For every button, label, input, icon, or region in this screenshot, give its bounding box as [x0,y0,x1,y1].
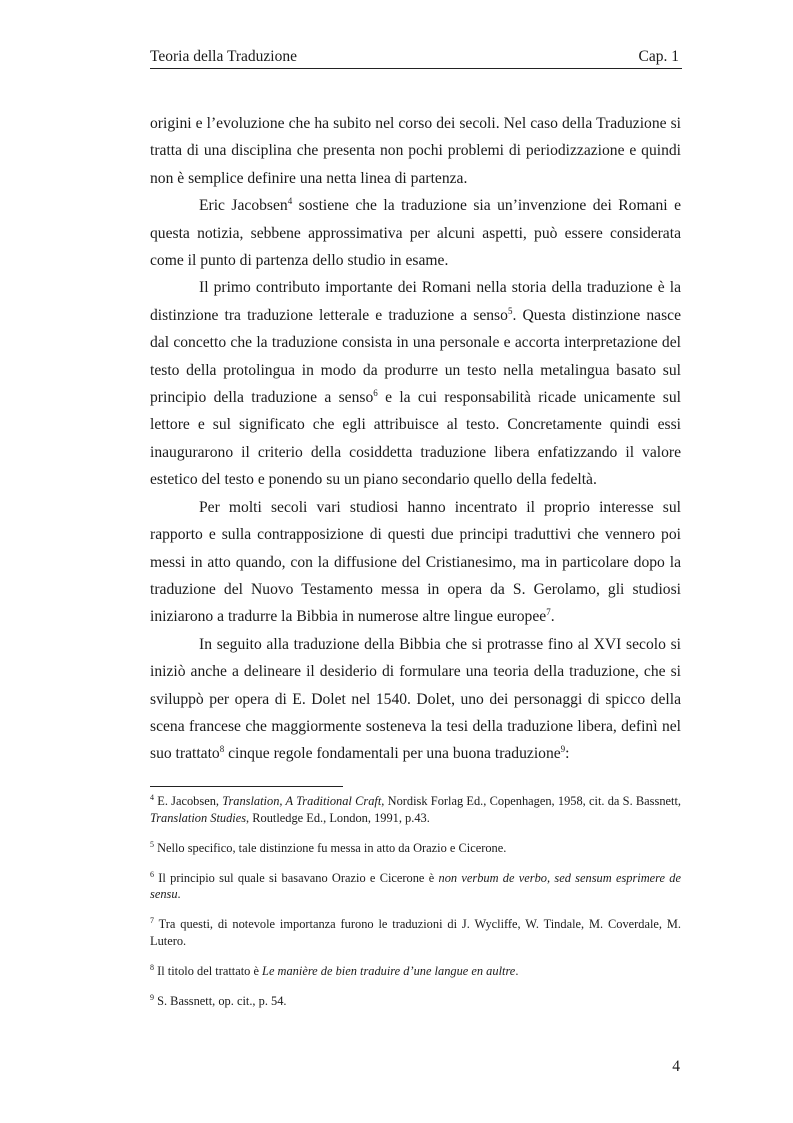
footnote-4-text-b: , Nordisk Forlag Ed., Copenhagen, 1958, cit. da S. Bassnett, [381,794,682,808]
paragraph-3-text-c: e la cui responsabilità ricade unicamente sul lettore e sul significato che egli attribuisce al testo. Concretamente quindi essi inaugurarono il criterio della cosiddetta traduzione libera enfatizzando il valore estetico del testo e ponendo su un piano secondario quello della fedeltà. [150,389,681,489]
header-title: Teoria della Traduzione [150,48,297,65]
paragraph-2 [150,192,681,274]
footnote-4-text-c: , Routledge Ed., London, 1991, p.43. [246,810,430,825]
running-header [150,48,682,69]
paragraph-3-text-b: . Questa distinzione nasce dal concetto che la traduzione consista in una personale e accorta interpretazione del testo della protolingua in modo da produrre un testo nella metalingua basato sul principio della traduzione a senso [150,306,682,407]
paragraph-4-text-b: . [550,608,555,626]
footnote-9-text: S. Bassnett, op. cit., p. 54. [154,994,287,1009]
paragraph-4 [150,494,681,631]
footnote-9 [150,993,681,1010]
paragraph-1-text: origini e l’evoluzione che ha subito nel corso dei secoli. Nel caso della Traduzione si tratta di una disciplina che presenta non pochi problemi di periodizzazione e quindi non è semplice definire una netta linea di partenza. [150,115,681,187]
footnote-7-text: Tra questi, di notevole importanza furono le traduzioni di J. Wycliffe, W. Tindale, M. Coverdale, M. Lutero. [150,917,681,949]
footnote-6-latin-quote: non verbum de verbo, sed sensum esprimere de sensu [150,870,682,902]
footnote-5-text: Nello specifico, tale distinzione fu messa in atto da Orazio e Cicerone. [154,840,507,855]
footnote-ref-4[interactable]: 4 [287,196,293,207]
paragraph-3-text-a: Il primo contributo importante dei Romani nella storia della traduzione è la distinzione tra traduzione letterale e traduzione a senso [150,279,681,324]
footnote-5-number: 5 [150,839,154,849]
footnote-6-number: 6 [150,869,154,879]
paragraph-2-text-a: Eric Jacobsen [199,197,288,215]
footnote-7-number: 7 [150,916,154,926]
footnote-6-text-a: Il principio sul quale si basavano Orazio e Cicerone è [154,870,439,885]
footnote-separator [150,786,343,787]
footnote-9-number: 9 [150,993,154,1003]
footnote-8-number: 8 [150,963,154,973]
footnote-4-number: 4 [150,792,154,802]
footnote-ref-5[interactable]: 5 [507,305,513,316]
footnote-6-text-b: . [177,887,181,902]
paragraph-5-text-a: In seguito alla traduzione della Bibbia che si protrasse fino al XVI secolo si iniziò anche a delineare il desiderio di formulare una teoria della traduzione, che si sviluppò per opera di E. Dolet nel 1540. Dolet, uno dei personaggi di spicco della scena francese che maggiormente sosteneva la tesi della traduzione libera, definì nel suo trattato [150,635,681,763]
paragraph-5 [150,631,681,768]
footnote-7 [150,916,681,949]
footnote-8-title: Le manière de bien traduire d’une langue en aultre [262,964,516,979]
footnote-ref-9[interactable]: 9 [560,744,566,755]
footnote-8-text-a: Il titolo del trattato è [154,964,263,979]
footnotes [150,793,681,1023]
footnote-6 [150,870,681,903]
footnote-8-text-b: . [515,964,519,979]
paragraph-3 [150,274,681,493]
footnote-ref-6[interactable]: 6 [373,387,378,398]
footnote-5 [150,840,681,857]
paragraph-4-text-a: Per molti secoli vari studiosi hanno incentrato il proprio interesse sul rapporto e sulla contrapposizione di questi due principi traduttivi che vennero poi messi in atto quando, con la diffusione del Cristianesimo, ma in particolare dopo la traduzione del Nuovo Testamento messa in opera da S. Gerolamo, gli studiosi iniziarono a tradurre la Bibbia in numerose altre lingue europee [150,498,681,626]
paragraph-5-text-c: : [565,745,570,763]
footnote-8 [150,963,681,980]
page-number: 4 [672,1058,680,1075]
main-text [150,110,681,768]
paragraph-1 [150,110,681,192]
footnote-ref-7[interactable]: 7 [546,607,551,618]
footnote-4-text-a: E. Jacobsen, [154,794,223,808]
footnote-ref-8[interactable]: 8 [219,744,225,755]
footnote-4-title-1: Translation, A Traditional Craft [222,794,382,808]
footnote-4 [150,793,681,826]
paragraph-5-text-b: cinque regole fondamentali per una buona traduzione [224,745,561,763]
footnote-4-title-2: Translation Studies [150,810,247,825]
header-chapter: Cap. 1 [638,48,679,65]
paragraph-2-text-b: sostiene che la traduzione sia un’invenzione dei Romani e questa notizia, sebbene approssimativa per alcuni aspetti, può essere considerata come il punto di partenza dello studio in esame. [150,197,681,270]
